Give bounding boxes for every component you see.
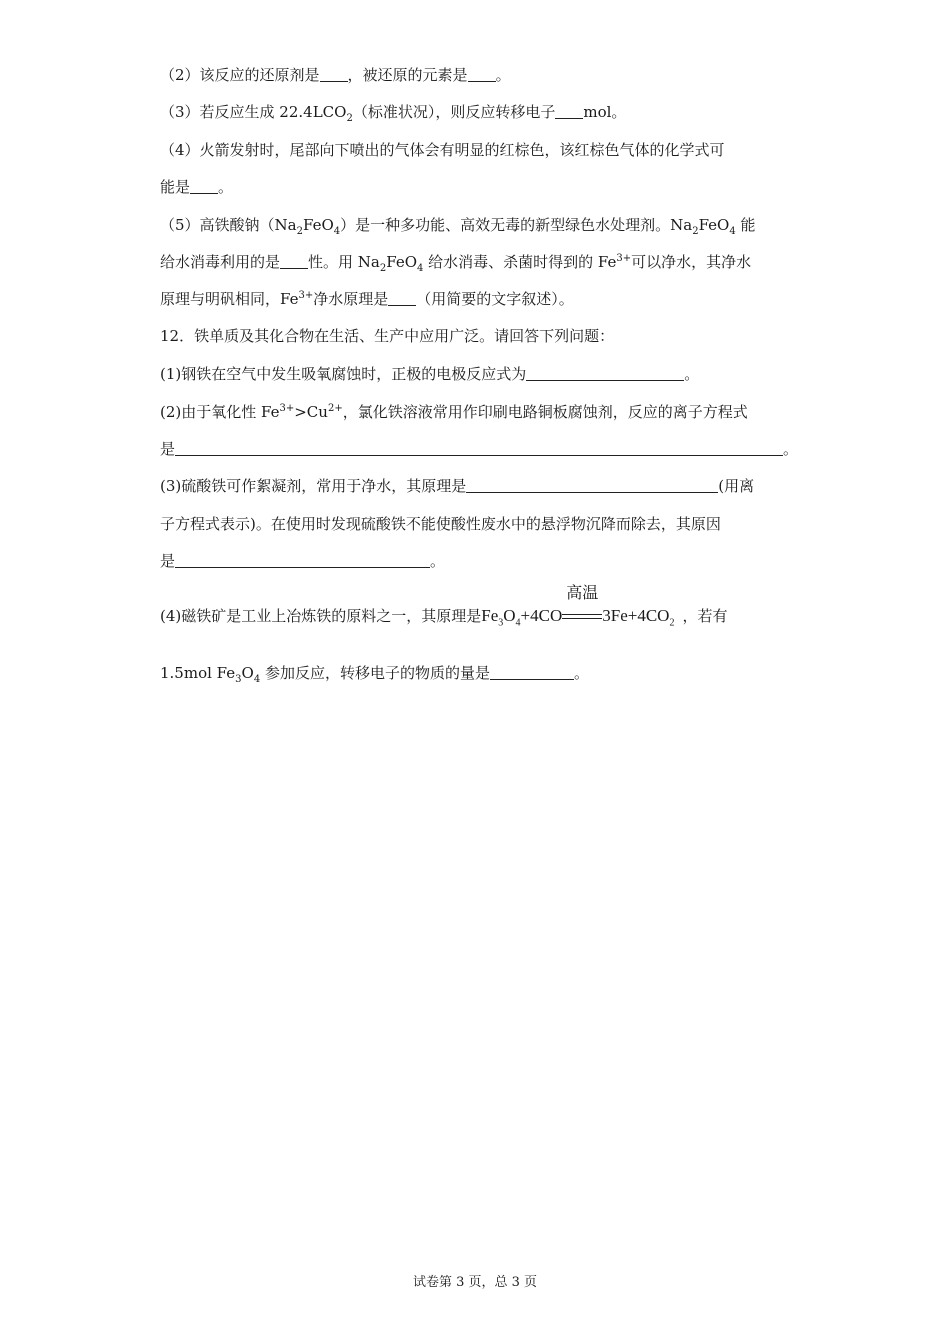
q11-part5-line1: （5）高铁酸钠$(Na_2FeO_4)$是一种多功能、高效无毒的新型绿色水处理剂。$Na_2FeO_4$ 能 [160,216,756,237]
q12-part3-line2: 子方程式表示)。在使用时发现硫酸铁不能使酸性废水中的悬浮物沉降而除去，其原因 [160,515,721,533]
q12-part2-line1: (2)由于氧化性 $Fe^{3+}>Cu^{2+}$，氯化铁溶液常用作印刷电路铜板腐蚀剂，反应的离子方程式 [160,403,748,421]
double-line-arrow: 高温 [562,612,602,622]
answer-blank[interactable] [190,178,218,194]
answer-blank[interactable] [388,290,416,306]
q11-part5-line2: 给水消毒利用的是 性。用 $Na_2FeO_4$ 给水消毒、杀菌时得到的 $Fe^{3+}$可以净水，其净水 [160,253,752,274]
answer-blank[interactable] [555,103,583,119]
q11-part2: （2）该反应的还原剂是 ，被还原的元素是 。 [160,66,511,84]
q12-part4-line1: (4)磁铁矿是工业上冶炼铁的原料之一，其原理是$Fe_3O_4+4CO$ 高温 $3Fe+4CO_2$ ，若有 [160,585,728,629]
answer-blank[interactable] [466,477,718,493]
q12-part3-line3: 是 。 [160,552,446,570]
q12-part4-line2: 1.5mol $Fe_3O_4$ 参加反应，转移电子的物质的量是 。 [160,664,589,685]
answer-blank[interactable] [175,552,430,568]
answer-blank[interactable] [468,66,496,82]
q11-part4-line1: （4）火箭发射时，尾部向下喷出的气体会有明显的红棕色，该红棕色气体的化学式可 [160,141,725,159]
q11-part3: （3）若反应生成 $22.4LCO_2$（标准状况），则反应转移电子 mol。 [160,103,627,124]
q12-intro: 12．铁单质及其化合物在生活、生产中应用广泛。请回答下列问题： [160,327,615,345]
q12-part3-line1: (3)硫酸铁可作絮凝剂，常用于净水，其原理是 (用离 [160,477,755,495]
chemical-equation: $Fe_3O_4+4CO$ 高温 $3Fe+4CO_2$ [481,585,675,629]
page-footer: 试卷第 3 页，总 3 页 [412,1275,538,1290]
answer-blank[interactable] [175,440,783,456]
answer-blank[interactable] [320,66,348,82]
q11-part4-line2: 能是 。 [160,178,234,196]
answer-blank[interactable] [490,664,574,680]
answer-blank[interactable] [526,365,684,381]
q12-part1: (1)钢铁在空气中发生吸氧腐蚀时，正极的电极反应式为 。 [160,365,700,383]
q12-part2-line2: 是 。 [160,440,799,458]
q11-part5-line3: 原理与明矾相同，$Fe^{3+}$净水原理是 （用简要的文字叙述）。 [160,290,574,308]
answer-blank[interactable] [280,253,308,269]
